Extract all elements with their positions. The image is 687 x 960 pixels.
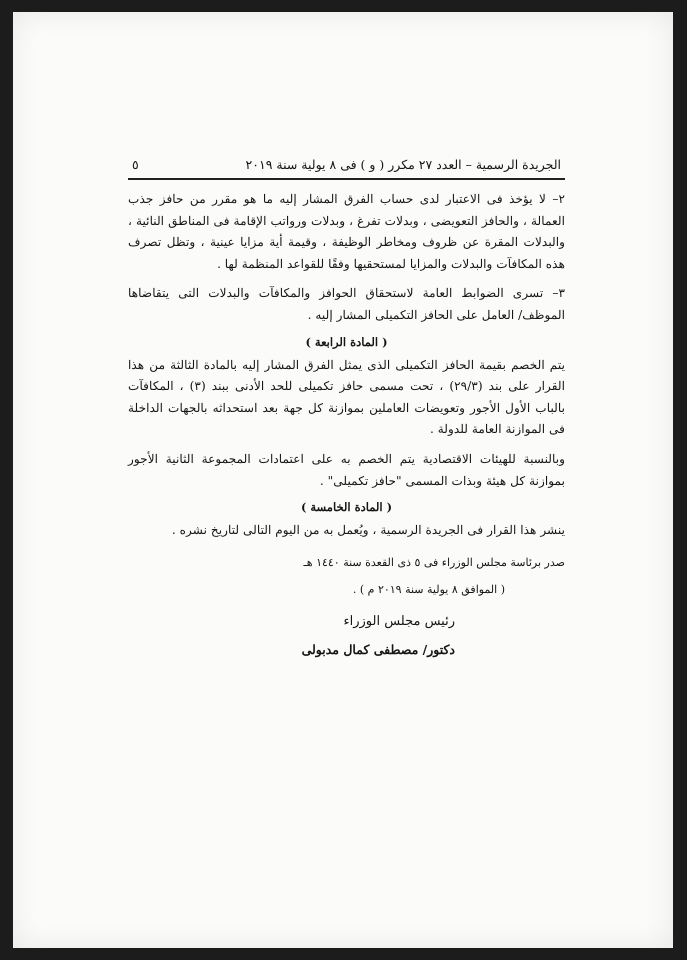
page-number: ٥	[132, 157, 139, 172]
page-header	[128, 157, 565, 180]
page-content	[128, 157, 565, 660]
header-title: الجريدة الرسمية – العدد ٢٧ مكرر ( و ) فى ٨ يولية سنة ٢٠١٩	[245, 157, 561, 172]
article-four-paragraph-economic: وبالنسبة للهيئات الاقتصادية يتم الخصم به على اعتمادات المجموعة الثانية الأجور بموازنة كل هيئة وبذات المسمى "حافز تكميلى" .	[128, 451, 565, 488]
paragraph-item-2: ٢– لا يؤخذ فى الاعتبار لدى حساب الفرق المشار إليه ما هو مقرر من حافز جذب العمالة ، والحافز التعويضى ، وبدلات تفرغ ، وبدلات ورواتب الإقامة فى المناطق النائية ، والبدلات المقرة عن ظروف ومخاطر الوظيفة ، وقيمة أية مزايا عينية ، وتظل تصرف هذه المكافآت والبدلات والمزايا لمستحقيها وفقًا للقواعد المنظمة لها .	[128, 192, 565, 271]
signature-block	[128, 552, 565, 660]
article-five-paragraph: ينشر هذا القرار فى الجريدة الرسمية ، ويُعمل به من اليوم التالى لتاريخ نشره .	[171, 523, 565, 538]
article-four-heading: ( المادة الرابعة )	[305, 334, 388, 349]
signatory-title: رئيس مجلس الوزراء	[343, 613, 455, 629]
signatory-name: دكتور/ مصطفى كمال مدبولى	[301, 641, 455, 657]
issued-line: صدر برئاسة مجلس الوزراء فى ٥ ذى القعدة سنة ١٤٤٠ هـ	[303, 555, 565, 569]
paragraph-item-3: ٣– تسرى الضوابط العامة لاستحقاق الحوافز والمكافآت والبدلات التى يتقاضاها الموظف/ العامل على الحافز التكميلى المشار إليه .	[128, 286, 565, 322]
article-four-paragraph: يتم الخصم بقيمة الحافز التكميلى الذى يمثل الفرق المشار إليه بالمادة الثالثة من هذا القرار على بند (٢٩/٣) ، تحت مسمى حافز تكميلى للحد الأدنى ببند (٣) ، المكافآت بالباب الأول الأجور وتعويضات العاملين بموازنة كل جهة بعد استحداثه بالجهات الداخلة فى الموازنة العامة للدولة .	[128, 357, 565, 437]
date-line: ( الموافق ٨ يولية سنة ٢٠١٩ م ) .	[352, 583, 505, 597]
article-five-heading: ( المادة الخامسة )	[300, 500, 393, 515]
document-page	[13, 12, 673, 948]
